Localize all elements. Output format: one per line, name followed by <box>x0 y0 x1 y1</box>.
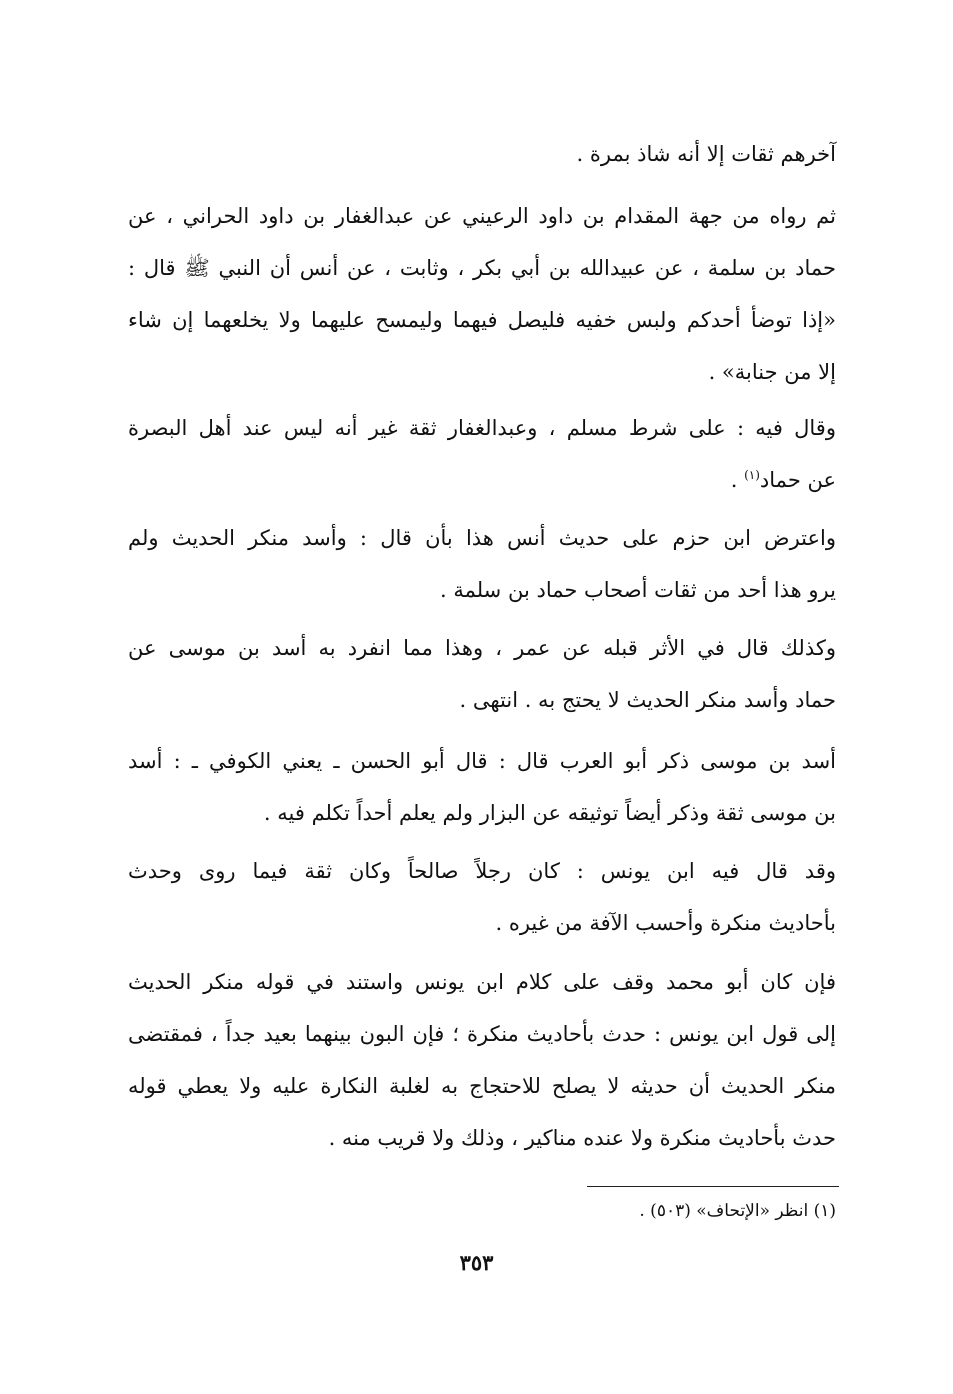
paragraph-6 <box>128 735 836 839</box>
paragraph-line: فإن كان أبو محمد وقف على كلام ابن يونس واستند في قوله منكر الحديث <box>128 970 836 994</box>
paragraph-line: يرو هذا أحد من ثقات أصحاب حماد بن سلمة . <box>439 578 836 602</box>
paragraph-5 <box>128 622 836 726</box>
paragraph-2 <box>128 190 836 398</box>
paragraph-line: حدث بأحاديث منكرة ولا عنده مناكير ، وذلك ولا قريب منه . <box>328 1126 836 1150</box>
paragraph-line: منكر الحديث أن حديثه لا يصلح للاحتجاج به لغلبة النكارة عليه ولا يعطي قوله <box>128 1074 836 1098</box>
paragraph-line: حماد بن سلمة ، عن عبيدالله بن أبي بكر ، وثابت ، عن أنس أن النبي ﷺ قال : <box>128 256 836 280</box>
footnote: (١) انظر «الإتحاف» (٥٠٣) . <box>639 1201 836 1221</box>
paragraph-line-with-ref <box>128 454 836 506</box>
paragraph-line: بن موسى ثقة وذكر أيضاً توثيقه عن البزار ولم يعلم أحداً تكلم فيه . <box>263 801 836 825</box>
paragraph-line: إلا من جنابة» . <box>708 360 836 384</box>
paragraph-4 <box>128 512 836 616</box>
paragraph-line: أسد بن موسى ذكر أبو العرب قال : قال أبو الحسن ـ يعني الكوفي ـ : أسد <box>128 749 836 773</box>
paragraph-line: واعترض ابن حزم على حديث أنس هذا بأن قال : وأسد منكر الحديث ولم <box>128 526 836 550</box>
paragraph-line: وكذلك قال في الأثر قبله عن عمر ، وهذا مما انفرد به أسد بن موسى عن <box>128 636 836 660</box>
paragraph-line: وقال فيه : على شرط مسلم ، وعبدالغفار ثقة غير أنه ليس عند أهل البصرة <box>128 416 836 440</box>
paragraph-8 <box>128 956 836 1164</box>
paragraph-line: وقد قال فيه ابن يونس : كان رجلاً صالحاً وكان ثقة فيما روى وحدث <box>128 859 836 883</box>
paragraph-1 <box>128 128 836 180</box>
paragraph-line: بأحاديث منكرة وأحسب الآفة من غيره . <box>495 911 836 935</box>
paragraph-line: «إذا توضأ أحدكم ولبس خفيه فليصل فيهما وليمسح عليهما ولا يخلعهما إن شاء <box>128 308 836 332</box>
paragraph-line: ثم رواه من جهة المقدام بن داود الرعيني عن عبدالغفار بن داود الحراني ، عن <box>128 204 836 228</box>
footnote-separator <box>587 1186 839 1187</box>
paragraph-line: إلى قول ابن يونس : حدث بأحاديث منكرة ؛ فإن البون بينهما بعيد جداً ، فمقتضى <box>128 1022 836 1046</box>
paragraph-7 <box>128 845 836 949</box>
paragraph-line: آخرهم ثقات إلا أنه شاذ بمرة . <box>576 142 836 166</box>
paragraph-3 <box>128 402 836 506</box>
paragraph-line-text: عن حماد <box>759 468 836 492</box>
paragraph-line: حماد وأسد منكر الحديث لا يحتج به . انتهى . <box>459 688 836 712</box>
footnote-marker[interactable]: (١) <box>744 468 760 482</box>
paragraph-line-tail: . <box>730 468 745 492</box>
page-number: ٣٥٣ <box>459 1250 494 1275</box>
